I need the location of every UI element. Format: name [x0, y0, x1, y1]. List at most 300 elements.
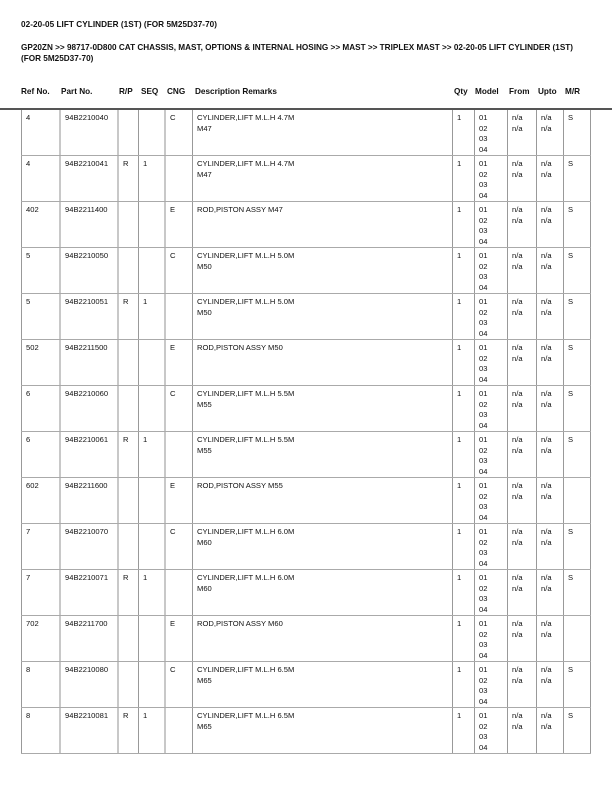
- cng-text: E: [170, 619, 176, 628]
- table-row: [21, 662, 591, 708]
- ref-no-cell: [21, 662, 59, 707]
- column-header-cng: CNG: [167, 87, 186, 96]
- ref-no-text: 7: [26, 573, 31, 582]
- part-no-cell: [59, 432, 117, 477]
- upto-text: n/a: [541, 251, 552, 260]
- mr-text: S: [568, 343, 574, 352]
- mr-cell: [563, 156, 591, 201]
- ref-no-text: 402: [26, 205, 39, 214]
- description-cell: [192, 662, 452, 707]
- description-cell: [192, 616, 452, 661]
- from-text: n/a: [512, 445, 523, 455]
- mr-cell: [563, 386, 591, 431]
- seq-cell: [138, 110, 164, 155]
- model-text: 03: [479, 594, 488, 603]
- column-header-ref: Ref No.: [21, 87, 50, 96]
- qty-cell: [452, 294, 474, 339]
- description-cell: [192, 432, 452, 477]
- model-cell: [474, 248, 507, 293]
- parts-table-body: [21, 110, 591, 754]
- seq-cell: [138, 432, 164, 477]
- upto-text: n/a: [541, 481, 552, 490]
- description-text: CYLINDER,LIFT M.L.H 4.7M: [197, 113, 295, 122]
- description-text: M47: [197, 123, 212, 133]
- from-text: n/a: [512, 481, 523, 490]
- rp-cell: [117, 662, 138, 707]
- description-text: ROD,PISTON ASSY M50: [197, 343, 283, 352]
- qty-cell: [452, 524, 474, 569]
- mr-cell: [563, 110, 591, 155]
- description-text: ROD,PISTON ASSY M47: [197, 205, 283, 214]
- part-no-text: 94B2210041: [65, 159, 109, 168]
- upto-text: n/a: [541, 205, 552, 214]
- upto-cell: [536, 248, 563, 293]
- model-cell: [474, 110, 507, 155]
- seq-text: 1: [143, 297, 148, 306]
- rp-cell: [117, 248, 138, 293]
- mr-cell: [563, 616, 591, 661]
- model-text: 01: [479, 435, 488, 444]
- model-text: 01: [479, 251, 488, 260]
- description-cell: [192, 156, 452, 201]
- upto-text: n/a: [541, 261, 552, 271]
- description-text: ROD,PISTON ASSY M55: [197, 481, 283, 490]
- from-text: n/a: [512, 261, 523, 271]
- mr-text: S: [568, 389, 574, 398]
- model-text: 03: [479, 410, 488, 419]
- upto-text: n/a: [541, 435, 552, 444]
- description-text: M55: [197, 399, 212, 409]
- model-text: 02: [479, 721, 488, 731]
- model-text: 01: [479, 297, 488, 306]
- upto-text: n/a: [541, 113, 552, 122]
- table-row: [21, 478, 591, 524]
- page-title: 02-20-05 LIFT CYLINDER (1ST) (FOR 5M25D37-70): [21, 20, 218, 29]
- column-header-model: Model: [475, 87, 499, 96]
- upto-text: n/a: [541, 353, 552, 363]
- model-cell: [474, 662, 507, 707]
- rp-text: R: [123, 297, 129, 306]
- model-text: 03: [479, 686, 488, 695]
- model-text: 01: [479, 205, 488, 214]
- model-text: 01: [479, 573, 488, 582]
- part-no-text: 94B2210061: [65, 435, 109, 444]
- rp-text: R: [123, 573, 129, 582]
- description-text: M60: [197, 537, 212, 547]
- seq-cell: [138, 524, 164, 569]
- from-text: n/a: [512, 435, 523, 444]
- cng-text: E: [170, 205, 176, 214]
- qty-text: 1: [457, 619, 462, 628]
- model-text: 02: [479, 123, 488, 133]
- cng-cell: [164, 478, 192, 523]
- from-cell: [507, 248, 536, 293]
- cng-text: C: [170, 113, 176, 122]
- model-text: 02: [479, 169, 488, 179]
- rp-cell: [117, 708, 138, 753]
- rp-cell: [117, 110, 138, 155]
- qty-text: 1: [457, 297, 462, 306]
- upto-text: n/a: [541, 307, 552, 317]
- description-cell: [192, 570, 452, 615]
- model-text: 04: [479, 236, 488, 246]
- column-header-part: Part No.: [61, 87, 93, 96]
- cng-cell: [164, 524, 192, 569]
- qty-cell: [452, 386, 474, 431]
- from-cell: [507, 708, 536, 753]
- model-text: 01: [479, 113, 488, 122]
- description-text: CYLINDER,LIFT M.L.H 6.5M: [197, 711, 295, 720]
- description-cell: [192, 340, 452, 385]
- ref-no-text: 6: [26, 389, 31, 398]
- description-text: M60: [197, 583, 212, 593]
- qty-cell: [452, 616, 474, 661]
- table-row: [21, 524, 591, 570]
- cng-cell: [164, 386, 192, 431]
- column-header-seq: SEQ: [141, 87, 159, 96]
- upto-text: n/a: [541, 215, 552, 225]
- upto-text: n/a: [541, 445, 552, 455]
- cng-text: C: [170, 665, 176, 674]
- qty-text: 1: [457, 481, 462, 490]
- upto-cell: [536, 478, 563, 523]
- qty-text: 1: [457, 205, 462, 214]
- table-row: [21, 708, 591, 754]
- model-text: 04: [479, 742, 488, 752]
- model-text: 02: [479, 537, 488, 547]
- model-text: 02: [479, 629, 488, 639]
- from-text: n/a: [512, 215, 523, 225]
- from-text: n/a: [512, 665, 523, 674]
- mr-text: S: [568, 711, 574, 720]
- model-text: 01: [479, 159, 488, 168]
- ref-no-text: 5: [26, 251, 31, 260]
- model-text: 01: [479, 619, 488, 628]
- cng-cell: [164, 662, 192, 707]
- description-cell: [192, 708, 452, 753]
- mr-cell: [563, 340, 591, 385]
- description-text: M50: [197, 261, 212, 271]
- from-text: n/a: [512, 389, 523, 398]
- table-row: [21, 110, 591, 156]
- model-text: 04: [479, 374, 488, 384]
- from-cell: [507, 386, 536, 431]
- from-text: n/a: [512, 711, 523, 720]
- seq-cell: [138, 202, 164, 247]
- ref-no-cell: [21, 432, 59, 477]
- mr-cell: [563, 524, 591, 569]
- model-text: 03: [479, 456, 488, 465]
- upto-cell: [536, 570, 563, 615]
- description-text: M50: [197, 307, 212, 317]
- upto-cell: [536, 110, 563, 155]
- model-cell: [474, 570, 507, 615]
- part-no-text: 94B2210051: [65, 297, 109, 306]
- part-no-text: 94B2210060: [65, 389, 109, 398]
- mr-text: S: [568, 297, 574, 306]
- from-cell: [507, 202, 536, 247]
- model-text: 04: [479, 190, 488, 200]
- ref-no-cell: [21, 524, 59, 569]
- upto-text: n/a: [541, 629, 552, 639]
- cng-cell: [164, 340, 192, 385]
- qty-cell: [452, 340, 474, 385]
- part-no-cell: [59, 156, 117, 201]
- rp-cell: [117, 294, 138, 339]
- ref-no-cell: [21, 708, 59, 753]
- qty-text: 1: [457, 113, 462, 122]
- cng-cell: [164, 202, 192, 247]
- model-cell: [474, 156, 507, 201]
- part-no-cell: [59, 294, 117, 339]
- part-no-text: 94B2211700: [65, 619, 108, 628]
- part-no-cell: [59, 386, 117, 431]
- rp-text: R: [123, 711, 129, 720]
- cng-cell: [164, 708, 192, 753]
- seq-cell: [138, 708, 164, 753]
- cng-cell: [164, 570, 192, 615]
- upto-text: n/a: [541, 389, 552, 398]
- upto-text: n/a: [541, 721, 552, 731]
- cng-cell: [164, 432, 192, 477]
- mr-cell: [563, 708, 591, 753]
- part-no-cell: [59, 340, 117, 385]
- description-text: CYLINDER,LIFT M.L.H 6.0M: [197, 527, 295, 536]
- from-cell: [507, 524, 536, 569]
- mr-cell: [563, 294, 591, 339]
- model-text: 04: [479, 650, 488, 660]
- table-row: [21, 294, 591, 340]
- qty-cell: [452, 708, 474, 753]
- part-no-text: 94B2211500: [65, 343, 108, 352]
- qty-cell: [452, 570, 474, 615]
- description-text: CYLINDER,LIFT M.L.H 6.5M: [197, 665, 295, 674]
- model-text: 04: [479, 466, 488, 476]
- part-no-text: 94B2210070: [65, 527, 109, 536]
- upto-cell: [536, 432, 563, 477]
- qty-cell: [452, 156, 474, 201]
- from-cell: [507, 110, 536, 155]
- table-row: [21, 386, 591, 432]
- part-no-cell: [59, 570, 117, 615]
- part-no-cell: [59, 110, 117, 155]
- seq-text: 1: [143, 573, 148, 582]
- description-text: CYLINDER,LIFT M.L.H 6.0M: [197, 573, 295, 582]
- mr-text: S: [568, 435, 574, 444]
- seq-cell: [138, 570, 164, 615]
- from-text: n/a: [512, 491, 523, 501]
- ref-no-cell: [21, 616, 59, 661]
- ref-no-cell: [21, 110, 59, 155]
- seq-text: 1: [143, 435, 148, 444]
- part-no-text: 94B2210050: [65, 251, 109, 260]
- qty-text: 1: [457, 343, 462, 352]
- from-text: n/a: [512, 343, 523, 352]
- mr-cell: [563, 202, 591, 247]
- cng-text: C: [170, 527, 176, 536]
- column-header-desc: Description Remarks: [195, 87, 277, 96]
- model-text: 02: [479, 675, 488, 685]
- table-row: [21, 616, 591, 662]
- part-no-text: 94B2210081: [65, 711, 109, 720]
- from-text: n/a: [512, 169, 523, 179]
- upto-cell: [536, 202, 563, 247]
- column-header-qty: Qty: [454, 87, 468, 96]
- description-text: CYLINDER,LIFT M.L.H 4.7M: [197, 159, 295, 168]
- description-cell: [192, 524, 452, 569]
- seq-cell: [138, 156, 164, 201]
- mr-text: S: [568, 573, 574, 582]
- from-text: n/a: [512, 675, 523, 685]
- table-row: [21, 340, 591, 386]
- from-cell: [507, 616, 536, 661]
- mr-cell: [563, 248, 591, 293]
- upto-cell: [536, 616, 563, 661]
- upto-text: n/a: [541, 169, 552, 179]
- cng-cell: [164, 156, 192, 201]
- upto-cell: [536, 340, 563, 385]
- description-cell: [192, 202, 452, 247]
- description-text: CYLINDER,LIFT M.L.H 5.5M: [197, 389, 295, 398]
- from-text: n/a: [512, 399, 523, 409]
- mr-text: S: [568, 159, 574, 168]
- from-text: n/a: [512, 251, 523, 260]
- from-text: n/a: [512, 353, 523, 363]
- qty-text: 1: [457, 435, 462, 444]
- ref-no-text: 4: [26, 113, 31, 122]
- rp-cell: [117, 202, 138, 247]
- description-text: M65: [197, 675, 212, 685]
- ref-no-cell: [21, 340, 59, 385]
- ref-no-text: 7: [26, 527, 31, 536]
- from-text: n/a: [512, 619, 523, 628]
- part-no-text: 94B2210040: [65, 113, 109, 122]
- rp-cell: [117, 616, 138, 661]
- from-cell: [507, 432, 536, 477]
- model-cell: [474, 524, 507, 569]
- ref-no-text: 8: [26, 711, 31, 720]
- seq-text: 1: [143, 159, 148, 168]
- model-text: 02: [479, 583, 488, 593]
- cng-cell: [164, 616, 192, 661]
- description-text: CYLINDER,LIFT M.L.H 5.0M: [197, 251, 295, 260]
- description-cell: [192, 294, 452, 339]
- mr-text: S: [568, 113, 574, 122]
- from-text: n/a: [512, 629, 523, 639]
- model-text: 03: [479, 502, 488, 511]
- cng-cell: [164, 110, 192, 155]
- table-header: [0, 87, 612, 99]
- model-text: 03: [479, 318, 488, 327]
- rp-text: R: [123, 435, 129, 444]
- upto-cell: [536, 524, 563, 569]
- mr-cell: [563, 478, 591, 523]
- part-no-cell: [59, 662, 117, 707]
- model-text: 03: [479, 548, 488, 557]
- upto-cell: [536, 156, 563, 201]
- from-text: n/a: [512, 113, 523, 122]
- mr-text: S: [568, 205, 574, 214]
- table-row: [21, 570, 591, 616]
- qty-text: 1: [457, 665, 462, 674]
- upto-text: n/a: [541, 159, 552, 168]
- rp-cell: [117, 478, 138, 523]
- ref-no-cell: [21, 294, 59, 339]
- upto-text: n/a: [541, 123, 552, 133]
- model-cell: [474, 202, 507, 247]
- column-header-from: From: [509, 87, 530, 96]
- mr-cell: [563, 432, 591, 477]
- mr-cell: [563, 570, 591, 615]
- ref-no-cell: [21, 202, 59, 247]
- model-text: 04: [479, 420, 488, 430]
- from-cell: [507, 662, 536, 707]
- column-header-mr: M/R: [565, 87, 581, 96]
- qty-text: 1: [457, 573, 462, 582]
- model-text: 02: [479, 215, 488, 225]
- rp-cell: [117, 340, 138, 385]
- model-text: 01: [479, 665, 488, 674]
- rp-cell: [117, 570, 138, 615]
- model-text: 04: [479, 328, 488, 338]
- from-text: n/a: [512, 721, 523, 731]
- cng-text: E: [170, 343, 176, 352]
- model-text: 02: [479, 399, 488, 409]
- seq-cell: [138, 340, 164, 385]
- from-text: n/a: [512, 123, 523, 133]
- model-text: 04: [479, 282, 488, 292]
- from-text: n/a: [512, 297, 523, 306]
- description-cell: [192, 248, 452, 293]
- model-text: 03: [479, 272, 488, 281]
- from-text: n/a: [512, 583, 523, 593]
- ref-no-text: 5: [26, 297, 31, 306]
- model-text: 04: [479, 558, 488, 568]
- upto-text: n/a: [541, 665, 552, 674]
- seq-text: 1: [143, 711, 148, 720]
- mr-cell: [563, 662, 591, 707]
- model-text: 03: [479, 226, 488, 235]
- description-text: M65: [197, 721, 212, 731]
- qty-cell: [452, 202, 474, 247]
- description-text: M55: [197, 445, 212, 455]
- model-text: 04: [479, 144, 488, 154]
- cng-text: C: [170, 389, 176, 398]
- part-no-text: 94B2210071: [65, 573, 109, 582]
- model-cell: [474, 616, 507, 661]
- qty-cell: [452, 248, 474, 293]
- from-cell: [507, 478, 536, 523]
- upto-cell: [536, 294, 563, 339]
- upto-text: n/a: [541, 711, 552, 720]
- from-cell: [507, 294, 536, 339]
- model-text: 02: [479, 307, 488, 317]
- rp-cell: [117, 386, 138, 431]
- part-no-cell: [59, 478, 117, 523]
- model-text: 03: [479, 134, 488, 143]
- from-cell: [507, 570, 536, 615]
- ref-no-cell: [21, 478, 59, 523]
- upto-text: n/a: [541, 343, 552, 352]
- model-text: 02: [479, 261, 488, 271]
- qty-text: 1: [457, 159, 462, 168]
- upto-text: n/a: [541, 619, 552, 628]
- from-cell: [507, 340, 536, 385]
- qty-text: 1: [457, 251, 462, 260]
- model-text: 04: [479, 696, 488, 706]
- ref-no-text: 6: [26, 435, 31, 444]
- model-cell: [474, 294, 507, 339]
